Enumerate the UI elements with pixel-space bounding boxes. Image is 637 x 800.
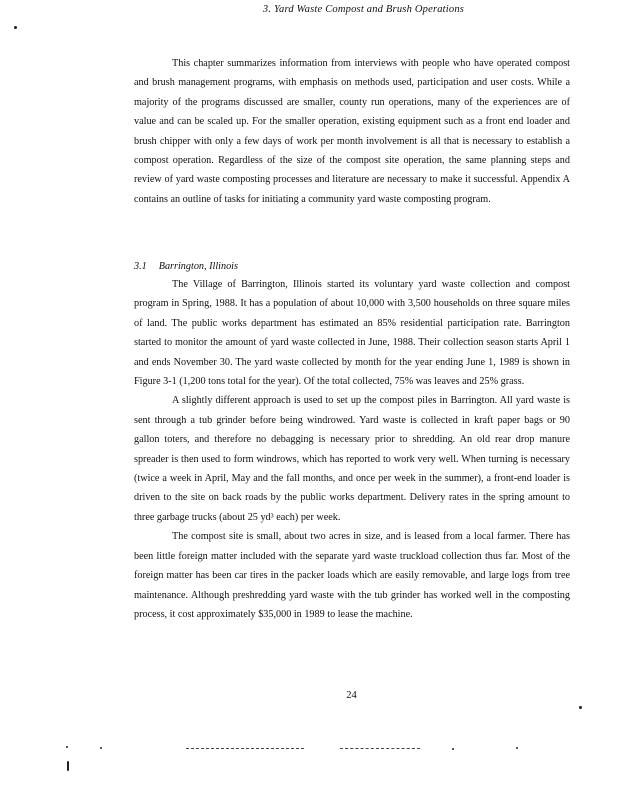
scan-speck	[579, 706, 582, 709]
scan-speck	[67, 761, 69, 771]
section-paragraph: The Village of Barrington, Illinois started its voluntary yard waste collection and compost program in Spring, 1988. It has a population of about 10,000 with 3,500 households on three square miles of land. The public works department has estimated an 85% residential participation rate. Barrington started to monitor the amount of yard waste collected in June, 1988. Their collection season starts April 1 and ends November 30. The yard waste collected by month for the year ending June 1, 1989 is shown in Figure 3-1 (1,200 tons total for the year). Of the total collected, 75% was leaves and 25% grass.	[134, 279, 570, 388]
scan-speck	[516, 747, 518, 749]
scan-dash-line	[186, 748, 304, 750]
scan-speck	[452, 748, 454, 750]
scan-speck	[100, 747, 102, 749]
section-paragraph: A slightly different approach is used to set up the compost piles in Barrington. All yard waste is sent through a tub grinder before being windrowed. Yard waste is collected in kraft paper bags or 90 gallon toters, and therefore no debagging is necessary prior to shredding. An old rear drop manure spreader is then used to form windrows, which has reported to work very well. When turning is necessary (twice a week in April, May and the fall months, and once per week in the summer), a front-end loader is driven to the site on back roads by the public works department. Delivery rates in the spring amount to three garbage trucks (about 25 yd³ each) per week.	[134, 395, 570, 523]
section-title: Barrington, Illinois	[158, 261, 238, 272]
section-body	[134, 275, 570, 624]
scan-speck	[14, 26, 17, 29]
section-paragraph: The compost site is small, about two acres in size, and is leased from a local farmer. There has been little foreign matter included with the separate yard waste truckload collection thus far. Most of the foreign matter has been car tires in the packer loads which are easily removable, and large logs from tree maintenance. Although preshredding yard waste with the tub grinder has worked well in the composting process, it cost approximately $35,000 in 1989 to lease the machine.	[134, 531, 570, 620]
page-number: 24	[346, 690, 357, 701]
section-number: 3.1	[134, 261, 147, 272]
intro-paragraph: This chapter summarizes information from interviews with people who have operated compost and brush management programs, with emphasis on methods used, participation and user costs. While a majority of the programs discussed are smaller, county run operations, many of the experiences are of value and can be scaled up. For the smaller operation, existing equipment such as a front end loader and brush chipper with only a few days of work per month involvement is all that is necessary to establish a compost operation. Regardless of the size of the compost site operation, the same planning steps and review of yard waste composting processes and literature are necessary to make it successful. Appendix A contains an outline of tasks for initiating a community yard waste composting program.	[134, 58, 570, 205]
scan-dash-line	[340, 748, 420, 750]
running-header: 3. Yard Waste Compost and Brush Operations	[262, 4, 465, 15]
intro-block	[134, 54, 570, 209]
scan-speck	[66, 746, 68, 748]
section-heading	[134, 261, 238, 272]
